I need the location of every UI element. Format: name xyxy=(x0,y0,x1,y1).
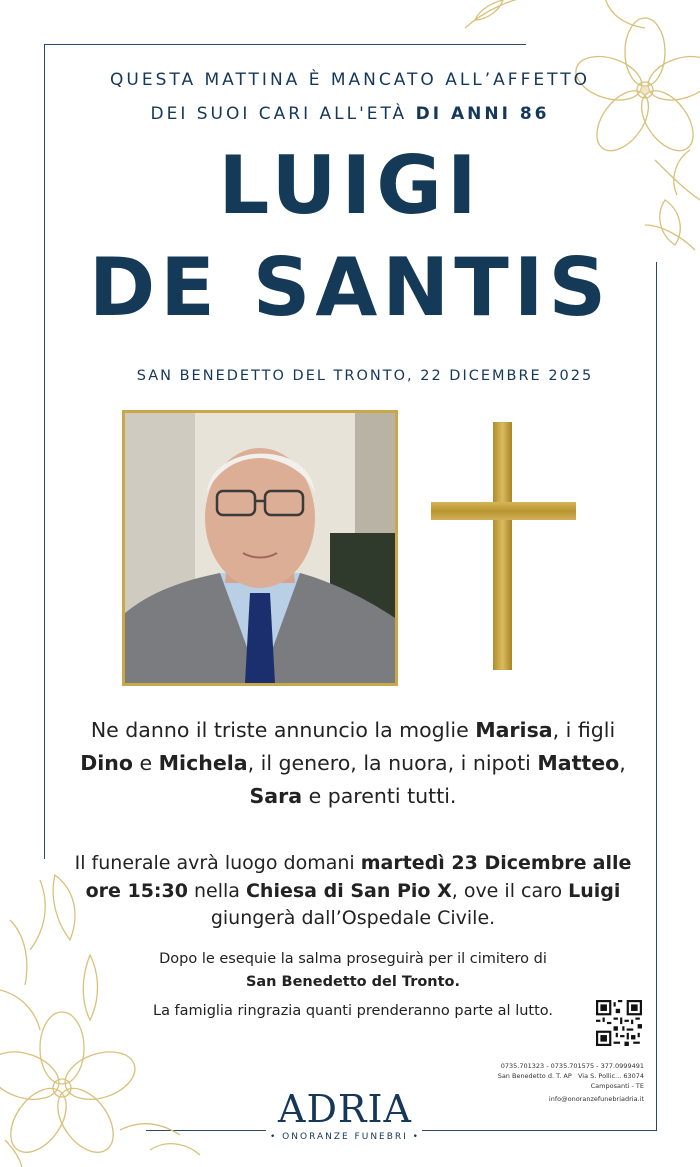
contact-city: Camposanti - TE xyxy=(590,1081,644,1090)
wife-name: Marisa xyxy=(475,718,553,742)
flower-top-right-icon xyxy=(455,0,700,270)
logo-brand: ADRIA xyxy=(278,1087,412,1131)
frame-line-right xyxy=(656,262,657,1130)
announcement-part: e parenti tutti. xyxy=(302,783,457,808)
cross-icon xyxy=(493,422,512,670)
funeral-time: alle ore 15:30 xyxy=(85,852,632,902)
granddaughter-name: Sara xyxy=(249,783,303,808)
logo-subtitle: • ONORANZE FUNEBRI • xyxy=(270,1132,420,1142)
first-name: LUIGI xyxy=(218,139,482,232)
announcement-text xyxy=(70,714,636,812)
contact-phones: 0735.701323 - 0735.701575 - 377.0999491 xyxy=(500,1062,644,1070)
funeral-date: martedì 23 Dicembre xyxy=(360,852,587,874)
frame-line-top xyxy=(44,44,526,45)
last-name: DE SANTIS xyxy=(88,241,612,334)
burial-text xyxy=(70,948,636,994)
company-logo xyxy=(270,1087,420,1142)
announcement-part: , i figli xyxy=(552,718,616,742)
funeral-part: nella xyxy=(187,879,246,902)
son-name: Dino xyxy=(80,750,133,775)
thanks-text: La famiglia ringrazia quanti prenderanno parte al lutto. xyxy=(152,1003,554,1019)
funeral-part: , ove il caro xyxy=(451,879,569,902)
announcement-part: , il genero, la nuora, i nipoti xyxy=(247,750,538,775)
announcement-part: e xyxy=(133,750,159,775)
contact-address xyxy=(400,1072,644,1082)
funeral-part: Il funerale avrà luogo domani xyxy=(74,852,361,874)
frame-line-bottom-right xyxy=(422,1130,657,1131)
intro-line-2 xyxy=(60,104,640,124)
place-date: SAN BENEDETTO DEL TRONTO, 22 DICEMBRE 2025 xyxy=(136,368,594,384)
burial-line: Dopo le esequie la salma proseguirà per il cimitero di xyxy=(159,951,547,967)
contact-address-right: Via S. Pollic... 63074 xyxy=(577,1071,644,1080)
contact-email[interactable]: info@onoranzefunebriadria.it xyxy=(548,1095,644,1103)
contact-block xyxy=(400,1062,644,1091)
funeral-text xyxy=(70,850,636,933)
daughter-name: Michela xyxy=(158,750,248,775)
age-text: DI ANNI 86 xyxy=(415,104,550,124)
qr-code-icon[interactable] xyxy=(596,1000,642,1046)
contact-address-left: San Benedetto d. T. AP xyxy=(497,1071,572,1080)
intro-line-2-text: DEI SUOI CARI ALL'ETÀ xyxy=(150,104,416,124)
grandson-name: Matteo xyxy=(537,750,620,775)
deceased-first-name: Luigi xyxy=(568,879,621,902)
funeral-part: giungerà dall’Ospedale Civile. xyxy=(210,907,496,930)
funeral-church: Chiesa di San Pio X xyxy=(245,879,452,902)
cemetery-place: San Benedetto del Tronto. xyxy=(245,974,461,991)
announcement-part: Ne danno il triste annuncio la moglie xyxy=(90,718,476,742)
portrait-photo xyxy=(122,410,398,686)
announcement-part: , xyxy=(619,750,626,775)
portrait-image xyxy=(125,413,395,683)
intro-line-1: QUESTA MATTINA È MANCATO ALL’AFFETTO xyxy=(110,70,590,90)
cross-icon-arm xyxy=(431,502,576,520)
